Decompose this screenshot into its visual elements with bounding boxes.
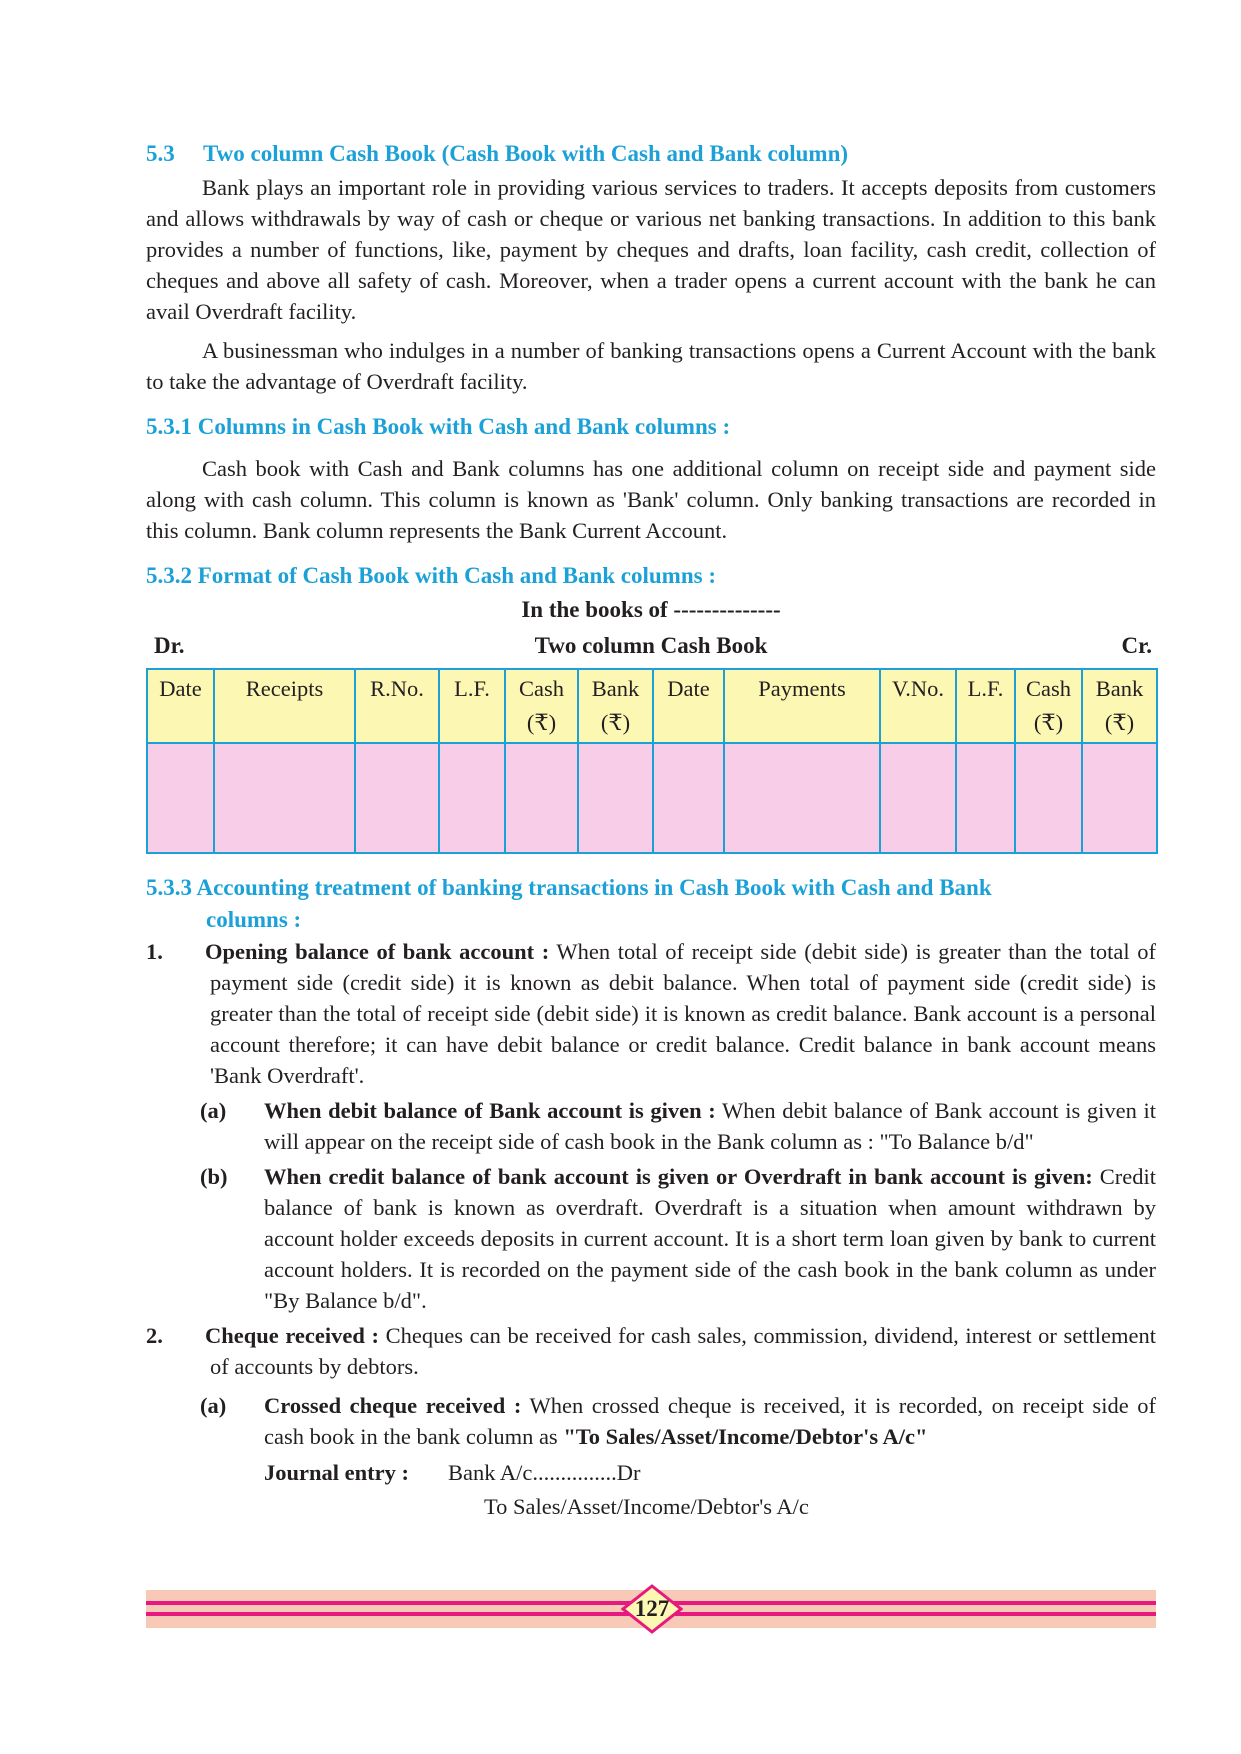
section-heading-5-3-1: 5.3.1 Columns in Cash Book with Cash and Bank columns : xyxy=(146,414,731,439)
col-header: Payments xyxy=(724,669,880,743)
sub-item-debit-balance xyxy=(146,1095,1156,1157)
table-cell xyxy=(355,743,439,853)
section-heading-5-3-3 xyxy=(146,872,1156,936)
paragraph-businessman: A businessman who indulges in a number of banking transactions opens a Current Account with the bank to take the advantage of Overdraft facility. xyxy=(146,338,1156,394)
page-content xyxy=(146,138,1156,1524)
item-text: When total of receipt side (debit side) is greater than the total of payment side (credit side) it is known as debit balance. When total of payment side (credit side) is greater than the total of receipt side (debit side) it is known as credit balance. Bank account is a personal account therefore; it can have debit balance or credit balance. Credit balance in bank account means 'Bank Overdraft'. xyxy=(210,939,1156,1088)
sub-item-credit-balance xyxy=(146,1161,1156,1316)
page-number: 127 xyxy=(634,1596,670,1621)
table-cell xyxy=(1015,743,1082,853)
col-header: Date xyxy=(653,669,724,743)
table-cell xyxy=(439,743,505,853)
col-header: V.No. xyxy=(880,669,956,743)
col-header: Bank (₹) xyxy=(1082,669,1157,743)
cash-book-format-table xyxy=(146,668,1158,854)
sub-item-bold-entry: "To Sales/Asset/Income/Debtor's A/c" xyxy=(563,1424,928,1449)
sub-item-number: (b) xyxy=(200,1164,228,1189)
sub-item-text: Credit balance of bank is known as overdraft. Overdraft is a situation when amount withdrawn by account holder exceeds deposits in current account. It is a short term loan given by bank to current account holders. It is recorded on the payment side of the cash book in the bank column as under "By Balance b/d". xyxy=(264,1164,1156,1313)
dr-label: Dr. xyxy=(154,633,185,658)
sub-item-number: (a) xyxy=(200,1393,227,1418)
sub-item-text: When crossed cheque is received, it is recorded, on receipt side of cash book in the bank column as xyxy=(264,1393,1156,1449)
cash-book-title: Two column Cash Book xyxy=(534,633,768,658)
page-number-badge xyxy=(621,1584,683,1634)
table-cell xyxy=(578,743,653,853)
table-cell xyxy=(1082,743,1157,853)
item-bold-label: Opening balance of bank account : xyxy=(205,939,550,964)
col-header: R.No. xyxy=(355,669,439,743)
table-cell xyxy=(505,743,578,853)
sub-item-crossed-cheque xyxy=(146,1390,1156,1452)
cr-label: Cr. xyxy=(1121,633,1152,658)
heading-line-2: columns : xyxy=(206,907,302,932)
col-header: L.F. xyxy=(956,669,1015,743)
sub-item-bold-label: When credit balance of bank account is given or Overdraft in bank account is given: xyxy=(264,1164,1093,1189)
sub-item-text: When debit balance of Bank account is given it will appear on the receipt side of cash book in the Bank column as : "To Balance b/d" xyxy=(264,1098,1156,1154)
table-cell xyxy=(956,743,1015,853)
item-number: 2. xyxy=(146,1323,163,1348)
col-header: L.F. xyxy=(439,669,505,743)
table-cell xyxy=(880,743,956,853)
item-text: Cheques can be received for cash sales, commission, dividend, interest or settlement of accounts by debtors. xyxy=(210,1323,1156,1379)
journal-entry-label: Journal entry : xyxy=(264,1460,409,1485)
col-header: Cash (₹) xyxy=(505,669,578,743)
section-number: 5.3 xyxy=(146,141,175,166)
item-number: 1. xyxy=(146,939,163,964)
section-heading-5-3 xyxy=(146,138,1156,170)
journal-entry-debit: Bank A/c...............Dr xyxy=(448,1460,641,1485)
section-title: Two column Cash Book (Cash Book with Cash and Bank column) xyxy=(203,141,849,166)
col-header: Date xyxy=(147,669,214,743)
item-bold-label: Cheque received : xyxy=(205,1323,379,1348)
col-header: Bank (₹) xyxy=(578,669,653,743)
col-header: Cash (₹) xyxy=(1015,669,1082,743)
table-cell xyxy=(724,743,880,853)
list-item-cheque-received xyxy=(146,1320,1156,1382)
table-cell xyxy=(147,743,214,853)
sub-item-bold-label: When debit balance of Bank account is given : xyxy=(264,1098,716,1123)
journal-entry xyxy=(146,1456,1156,1524)
paragraph-bank-role: Bank plays an important role in providing various services to traders. It accepts deposits from customers and allows withdrawals by way of cash or cheque or various net banking transactions. In addition to this bank provides a number of functions, like, payment by cheques and drafts, loan facility, cash credit, collection of cheques and above all safety of cash. Moreover, when a trader opens a current account with the bank he can avail Overdraft facility. xyxy=(146,175,1156,324)
journal-entry-credit: To Sales/Asset/Income/Debtor's A/c xyxy=(484,1494,809,1519)
books-of-line: In the books of -------------- xyxy=(521,597,781,622)
paragraph-columns: Cash book with Cash and Bank columns has one additional column on receipt side and payment side along with cash column. This column is known as 'Bank' column. Only banking transactions are recorded in this column. Bank column represents the Bank Current Account. xyxy=(146,456,1156,543)
cash-book-title-row xyxy=(146,628,1156,664)
table-cell xyxy=(214,743,355,853)
list-item-opening-balance xyxy=(146,936,1156,1091)
section-heading-5-3-2: 5.3.2 Format of Cash Book with Cash and Bank columns : xyxy=(146,563,716,588)
heading-line-1: 5.3.3 Accounting treatment of banking transactions in Cash Book with Cash and Bank xyxy=(146,875,992,900)
table-row xyxy=(147,743,1157,853)
sub-item-number: (a) xyxy=(200,1098,227,1123)
sub-item-bold-label: Crossed cheque received : xyxy=(264,1393,522,1418)
page-footer xyxy=(146,1590,1156,1628)
table-cell xyxy=(653,743,724,853)
col-header: Receipts xyxy=(214,669,355,743)
table-header-row xyxy=(147,669,1157,743)
